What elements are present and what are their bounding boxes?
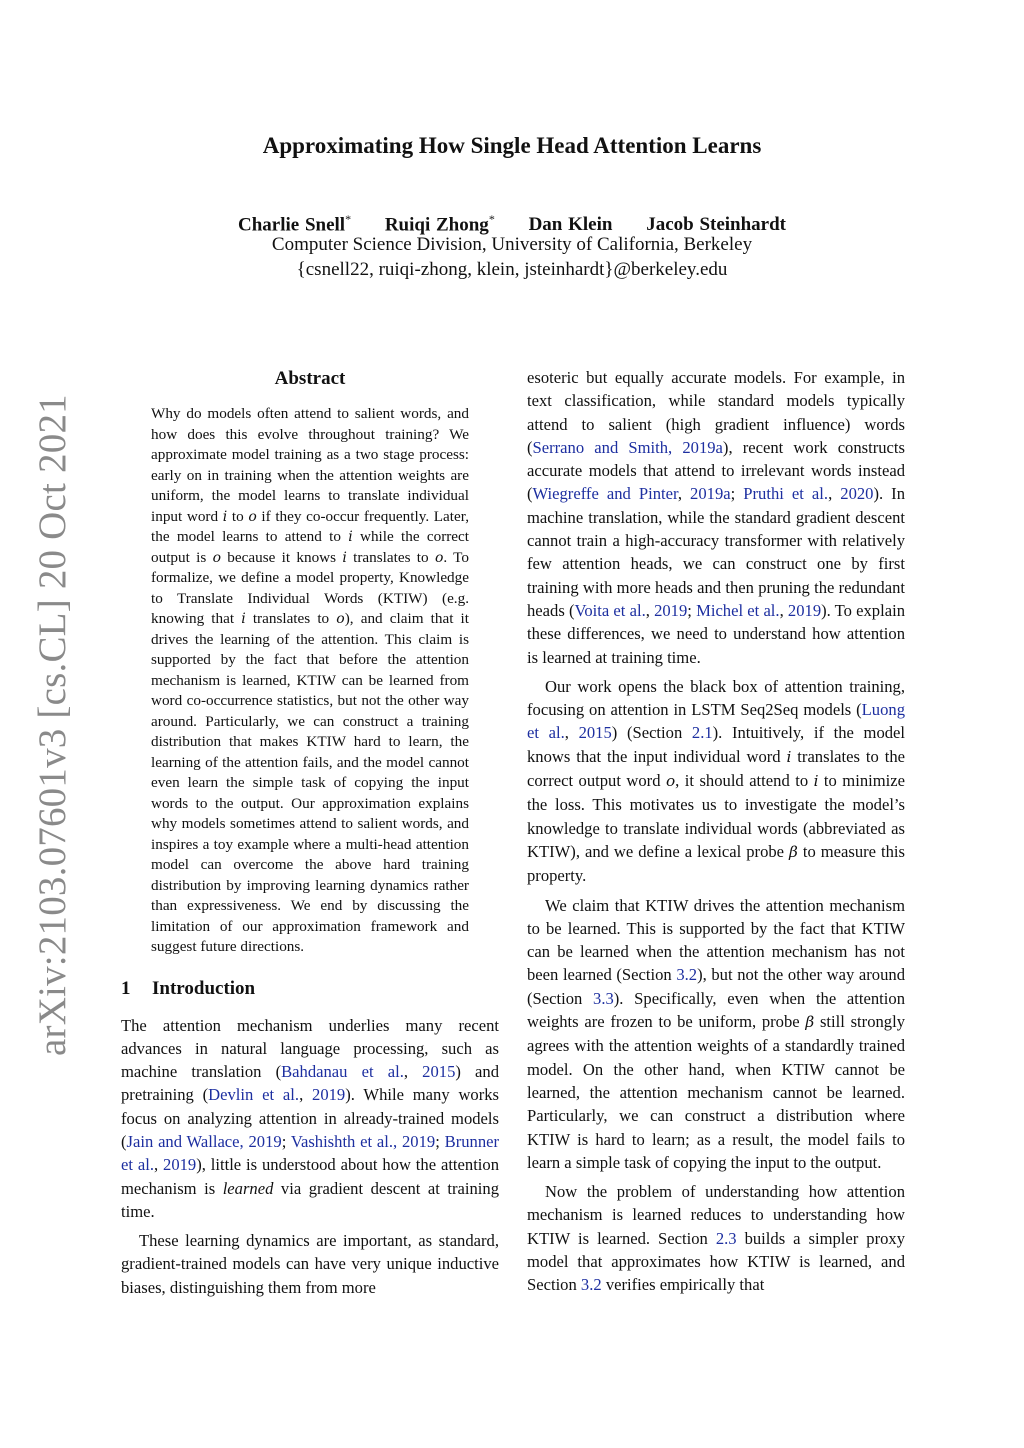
math-var: o [434, 549, 444, 566]
section-ref-link[interactable]: 3.2 [580, 1275, 602, 1295]
math-var: o [212, 549, 221, 566]
citation-link[interactable]: 2019a [690, 484, 731, 504]
abstract-text: Why do models often attend to salient words, and how does this evolve throughout training? We approximate model training as a two stage process: early on in training when the attention weights are uniform, the model learns to translate individual input word i to o if they co-occur frequently. Later, the model learns to attend to i while the correct output is o because it knows i translates to o. To formalize, we define a model property, Knowledge to Translate Individual Words (KTIW) (e.g. knowing that i translates to o), and claim that it drives the learning of the attention. This claim is supported by the fact that before the attention mechanism is learned, KTIW can be learned from word co-occurrence statistics, but not the other way around. Particularly, we can construct a training distribution that makes KTIW hard to learn, the learning of the attention fails, and the model cannot even learn the simple task of copying the input words to the output. Our approximation explains why models sometimes attend to salient words, and inspires a toy example where a multi-head attention model can overcome the above hard training distribution by improving learning dynamics rather than expressiveness. We end by discussing the limitation of our approximation framework and suggest future directions. [151, 405, 470, 955]
citation-link[interactable]: 2015 [422, 1062, 456, 1082]
math-var: i [222, 508, 228, 525]
citation-link[interactable]: Serrano and Smith, 2019a [532, 437, 723, 457]
math-var: i [342, 549, 347, 566]
intro-paragraph: These learning dynamics are important, as standard, gradient-trained models can have very unique inductive biases, distinguishing them from more [121, 1231, 499, 1297]
body-paragraph: We claim that KTIW drives the attention mechanism to be learned. This is supported by the fact that KTIW can be learned when the attention mechanism has not been learned (Section 3.2), but not the other way around (Section 3.3). Specifically, even when the attention weights are frozen to be uniform, probe β still strongly agrees with the attention weights of a standardly trained model. On the other hand, when KTIW cannot be learned, the attention mechanism cannot be learned. Particularly, we can construct a distribution where KTIW is hard to learn; as a result, the model fails to learn a simple task of copying the input to the output. [527, 895, 905, 1172]
body-paragraph: Our work opens the black box of attention training, focusing on attention in LSTM Seq2Seq models (Luong et al., 2015) (Section 2.1). Intuitively, if the model knows that the input individual word i translates to the correct output word o, it should attend to i to minimize the loss. This motivates us to investigate the model’s knowledge to translate individual words (abbreviated as KTIW), and we define a lexical probe β to measure this property. [527, 676, 906, 886]
math-var: i [348, 529, 353, 545]
author-emails: {csnell22, ruiqi-zhong, klein, jsteinhardt}@berkeley.edu [296, 259, 728, 280]
citation-link[interactable]: Jain and Wallace, 2019 [126, 1131, 282, 1151]
citation-link[interactable]: Michel et al. [696, 600, 780, 620]
right-column [527, 366, 905, 1297]
citation-link[interactable]: 2019 [654, 600, 688, 620]
intro-paragraph: The attention mechanism underlies many recent advances in natural language processing, such as machine translation (Bahdanau et al., 2015) and pretraining (Devlin et al., 2019). While many works focus on analyzing attention in already-trained models (Jain and Wallace, 2019; Vashishth et al., 2019; Brunner et al., 2019), little is understood about how the attention mechanism is learned via gradient descent at training time. [121, 1015, 500, 1221]
citation-link[interactable]: Bahdanau et al. [281, 1062, 404, 1082]
section-title: Introduction [152, 977, 256, 999]
section-ref-link[interactable]: 3.3 [593, 988, 614, 1008]
math-var: i [241, 611, 246, 627]
author-name: Charlie Snell [237, 214, 346, 236]
arxiv-identifier: arXiv:2103.07601v3 [cs.CL] 20 Oct 2021 [31, 394, 74, 1056]
emphasis: learned [222, 1178, 274, 1198]
author-name: Ruiqi Zhong [384, 214, 489, 236]
left-column [121, 366, 499, 1299]
citation-link[interactable]: Devlin et al. [208, 1085, 300, 1105]
section-number: 1 [121, 977, 131, 999]
equal-contribution-mark: * [345, 212, 352, 226]
author-name: Dan Klein [528, 214, 613, 236]
abstract-heading: Abstract [274, 368, 346, 389]
body-paragraph: esoteric but equally accurate models. For example, in text classification, while standard models typically attend to salient (high gradient influence) words (Serrano and Smith, 2019a), recent work constructs accurate models that attend to irrelevant words instead (Wiegreffe and Pinter, 2019a; Pruthi et al., 2020). In machine translation, while the standard gradient descent cannot train a high-accuracy transformer with relatively few attention heads, we can construct one by first training with more heads and then pruning the redundant heads (Voita et al., 2019; Michel et al., 2019). To explain these differences, we need to understand how attention is learned at training time. [527, 368, 906, 667]
citation-link[interactable]: Luong et al. [527, 700, 905, 743]
citation-link[interactable]: Brunner et al. [121, 1131, 500, 1175]
paper-title: Approximating How Single Head Attention Learns [262, 133, 762, 158]
body-paragraph: Now the problem of understanding how attention mechanism is learned reduces to understanding how KTIW is learned. Section 2.3 builds a simpler proxy model that approximates how KTIW is learned, and Section 3.2 verifies empirically that [527, 1182, 905, 1295]
author-name: Jacob Steinhardt [646, 214, 787, 236]
math-var: i [813, 772, 819, 791]
citation-link[interactable]: Pruthi et al. [743, 484, 829, 504]
math-var: o [665, 772, 676, 791]
citation-link[interactable]: Voita et al. [574, 600, 646, 620]
math-var: o [336, 611, 345, 627]
citation-link[interactable]: Wiegreffe and Pinter [532, 484, 678, 504]
math-var: β [805, 1013, 815, 1032]
math-var: β [789, 842, 798, 861]
math-var: o [248, 508, 257, 525]
citation-link[interactable]: 2020 [840, 484, 874, 504]
citation-link[interactable]: 2015 [578, 723, 612, 743]
math-var: i [786, 747, 792, 766]
citation-link[interactable]: 2019 [163, 1155, 197, 1175]
section-ref-link[interactable]: 2.3 [715, 1228, 737, 1248]
affiliation: Computer Science Division, University of California, Berkeley [271, 234, 753, 255]
citation-link[interactable]: Vashishth et al., 2019 [290, 1131, 436, 1151]
section-ref-link[interactable]: 3.2 [676, 965, 698, 985]
section-ref-link[interactable]: 2.1 [691, 723, 713, 743]
citation-link[interactable]: 2019 [787, 600, 822, 620]
equal-contribution-mark: * [488, 212, 495, 226]
citation-link[interactable]: 2019 [312, 1085, 346, 1105]
section-heading-introduction [121, 976, 499, 1002]
